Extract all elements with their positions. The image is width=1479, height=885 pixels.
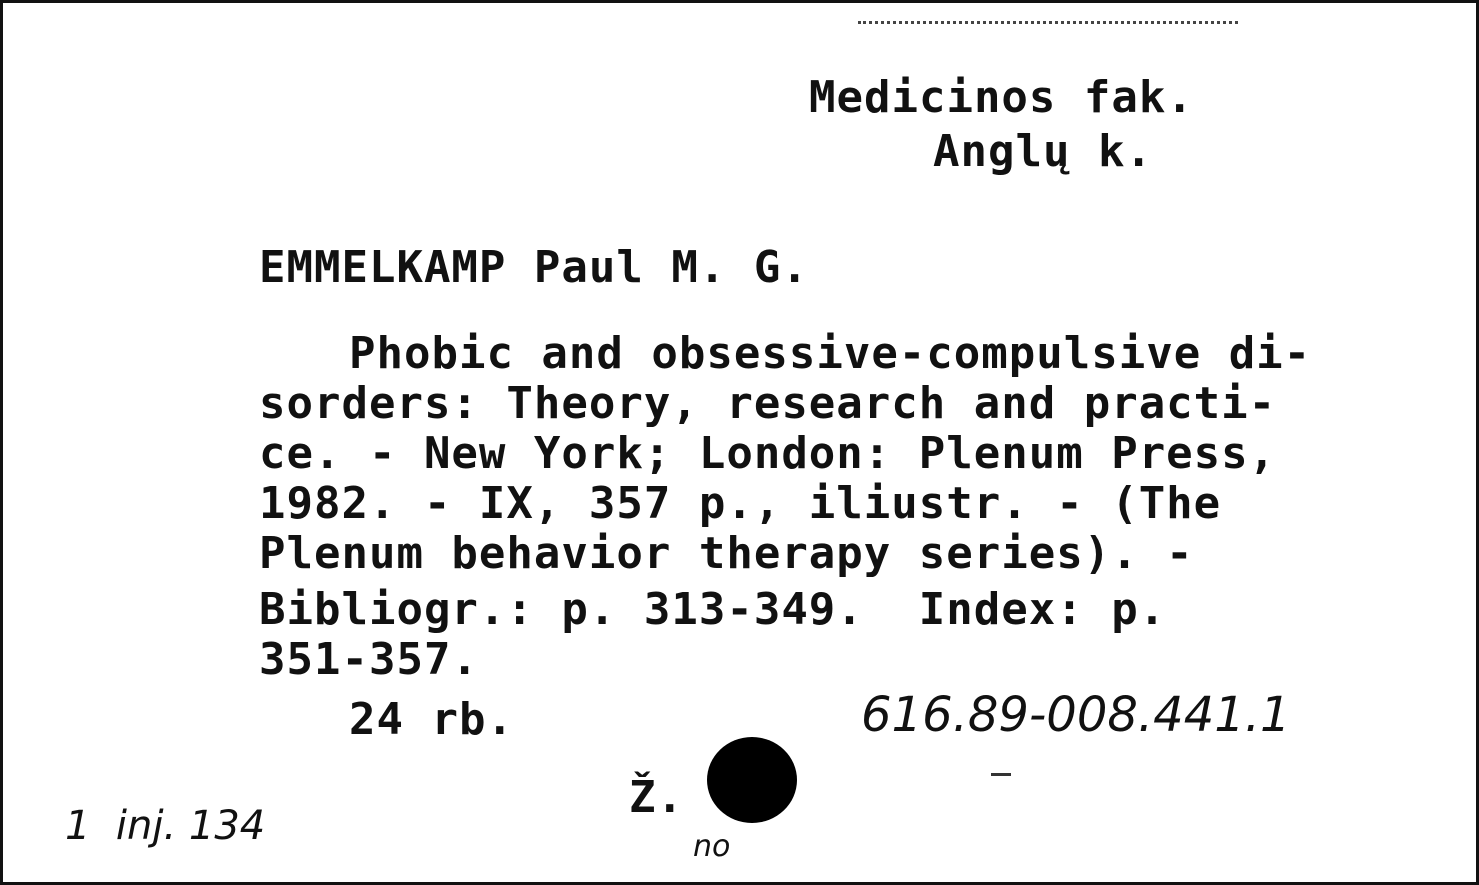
description-line: 1982. - IX, 357 p., iliustr. - (The — [259, 478, 1222, 529]
description-line: sorders: Theory, research and practi- — [259, 378, 1277, 429]
description-line: ce. - New York; London: Plenum Press, — [259, 428, 1277, 479]
description-line: Plenum behavior therapy series). - — [259, 528, 1194, 579]
description-line: Bibliogr.: p. 313-349. Index: p. — [259, 584, 1167, 635]
shelf-mark: Ž. — [629, 772, 684, 823]
bottom-note: no — [693, 829, 731, 864]
price-label: 24 rb. — [349, 694, 514, 745]
faculty-label: Medicinos fak. — [809, 72, 1194, 123]
description-line: 351-357. — [259, 634, 479, 685]
author-heading: EMMELKAMP Paul M. G. — [259, 242, 809, 293]
classification-number: 616.89-008.441.1 — [861, 687, 1291, 743]
description-line: Phobic and obsessive-compulsive di- — [349, 328, 1312, 379]
pencil-mark — [991, 773, 1011, 776]
language-label: Anglų k. — [933, 126, 1153, 177]
inventory-note: 1 inj. 134 — [65, 803, 266, 849]
library-stamp — [707, 737, 797, 823]
dotted-mark — [858, 21, 1238, 34]
